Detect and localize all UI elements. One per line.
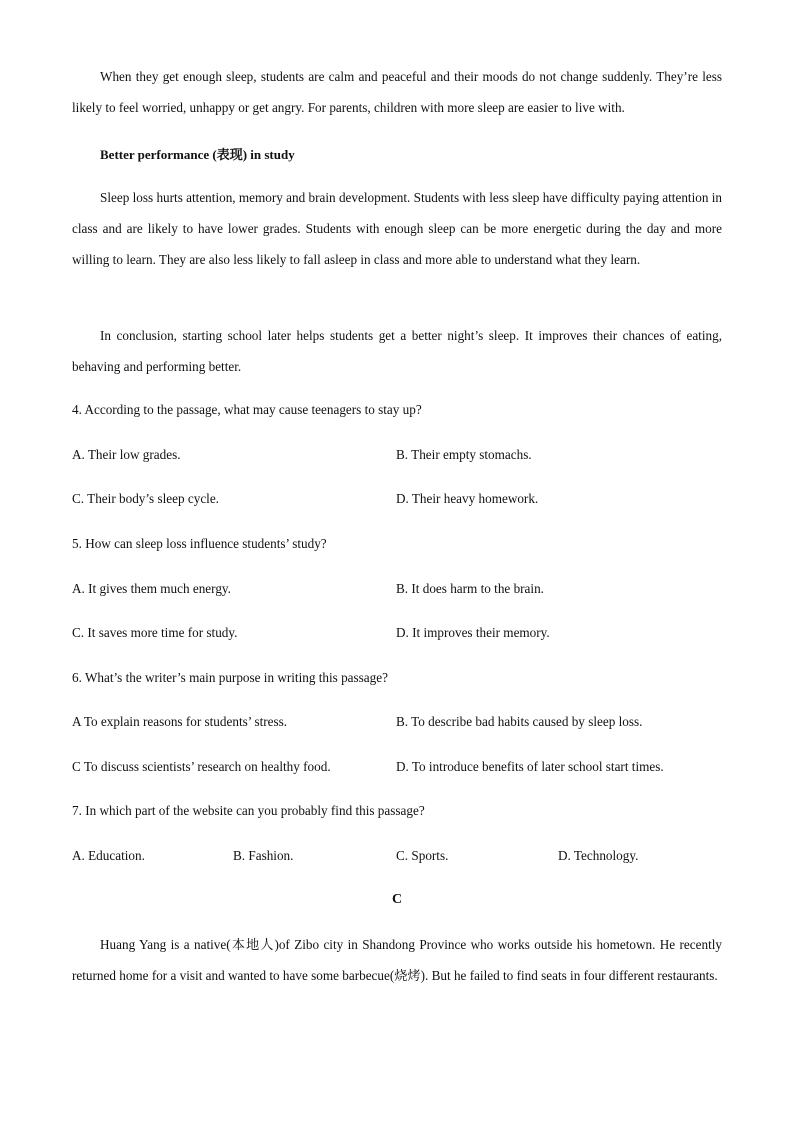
question-4-stem: 4. According to the passage, what may cause teenagers to stay up? <box>72 402 422 417</box>
question-5-option-b: B. It does harm to the brain. <box>396 581 544 596</box>
question-6-option-c: C To discuss scientists’ research on healthy food. <box>72 759 331 774</box>
question-6-option-b: B. To describe bad habits caused by sleep loss. <box>396 714 643 729</box>
section-letter-c: C <box>391 892 403 907</box>
question-6-stem: 6. What’s the writer’s main purpose in writing this passage? <box>72 670 388 685</box>
paragraph-sleep-loss: Sleep loss hurts attention, memory and brain development. Students with less sleep have difficulty paying attention in class and are likely to have lower grades. Students with enough sleep can be more energetic during the day and more willing to learn. They are also less likely to fall asleep in class and more able to understand what they learn. <box>72 190 722 267</box>
question-4-option-a: A. Their low grades. <box>72 447 181 462</box>
question-5-option-d: D. It improves their memory. <box>396 625 550 640</box>
question-7-option-a: A. Education. <box>72 848 145 863</box>
question-4-option-b: B. Their empty stomachs. <box>396 447 532 462</box>
section-heading-performance: Better performance (表现) in study <box>100 147 295 162</box>
question-7-option-d: D. Technology. <box>558 848 639 863</box>
paragraph-conclusion: In conclusion, starting school later helps students get a better night’s sleep. It improves their chances of eating, behaving and performing better. <box>72 328 722 374</box>
paragraph-sleep-moods: When they get enough sleep, students are calm and peaceful and their moods do not change suddenly. They’re less likely to feel worried, unhappy or get angry. For parents, children with more sleep are easier to live with. <box>72 69 722 115</box>
question-5-stem: 5. How can sleep loss influence students’ study? <box>72 536 327 551</box>
question-7-option-c: C. Sports. <box>396 848 449 863</box>
question-4-option-c: C. Their body’s sleep cycle. <box>72 491 219 506</box>
question-6-option-d: D. To introduce benefits of later school start times. <box>396 759 664 774</box>
question-7-stem: 7. In which part of the website can you probably find this passage? <box>72 803 425 818</box>
question-7-option-b: B. Fashion. <box>233 848 294 863</box>
question-4-option-d: D. Their heavy homework. <box>396 491 539 506</box>
paragraph-huang-yang: Huang Yang is a native(本地人)of Zibo city in Shandong Province who works outside his hometown. He recently returned home for a visit and wanted to have some barbecue(烧烤). But he failed to find seats in four different restaurants. <box>72 937 722 983</box>
question-6-option-a: A To explain reasons for students’ stress. <box>72 714 288 729</box>
question-5-option-a: A. It gives them much energy. <box>72 581 231 596</box>
question-5-option-c: C. It saves more time for study. <box>72 625 238 640</box>
